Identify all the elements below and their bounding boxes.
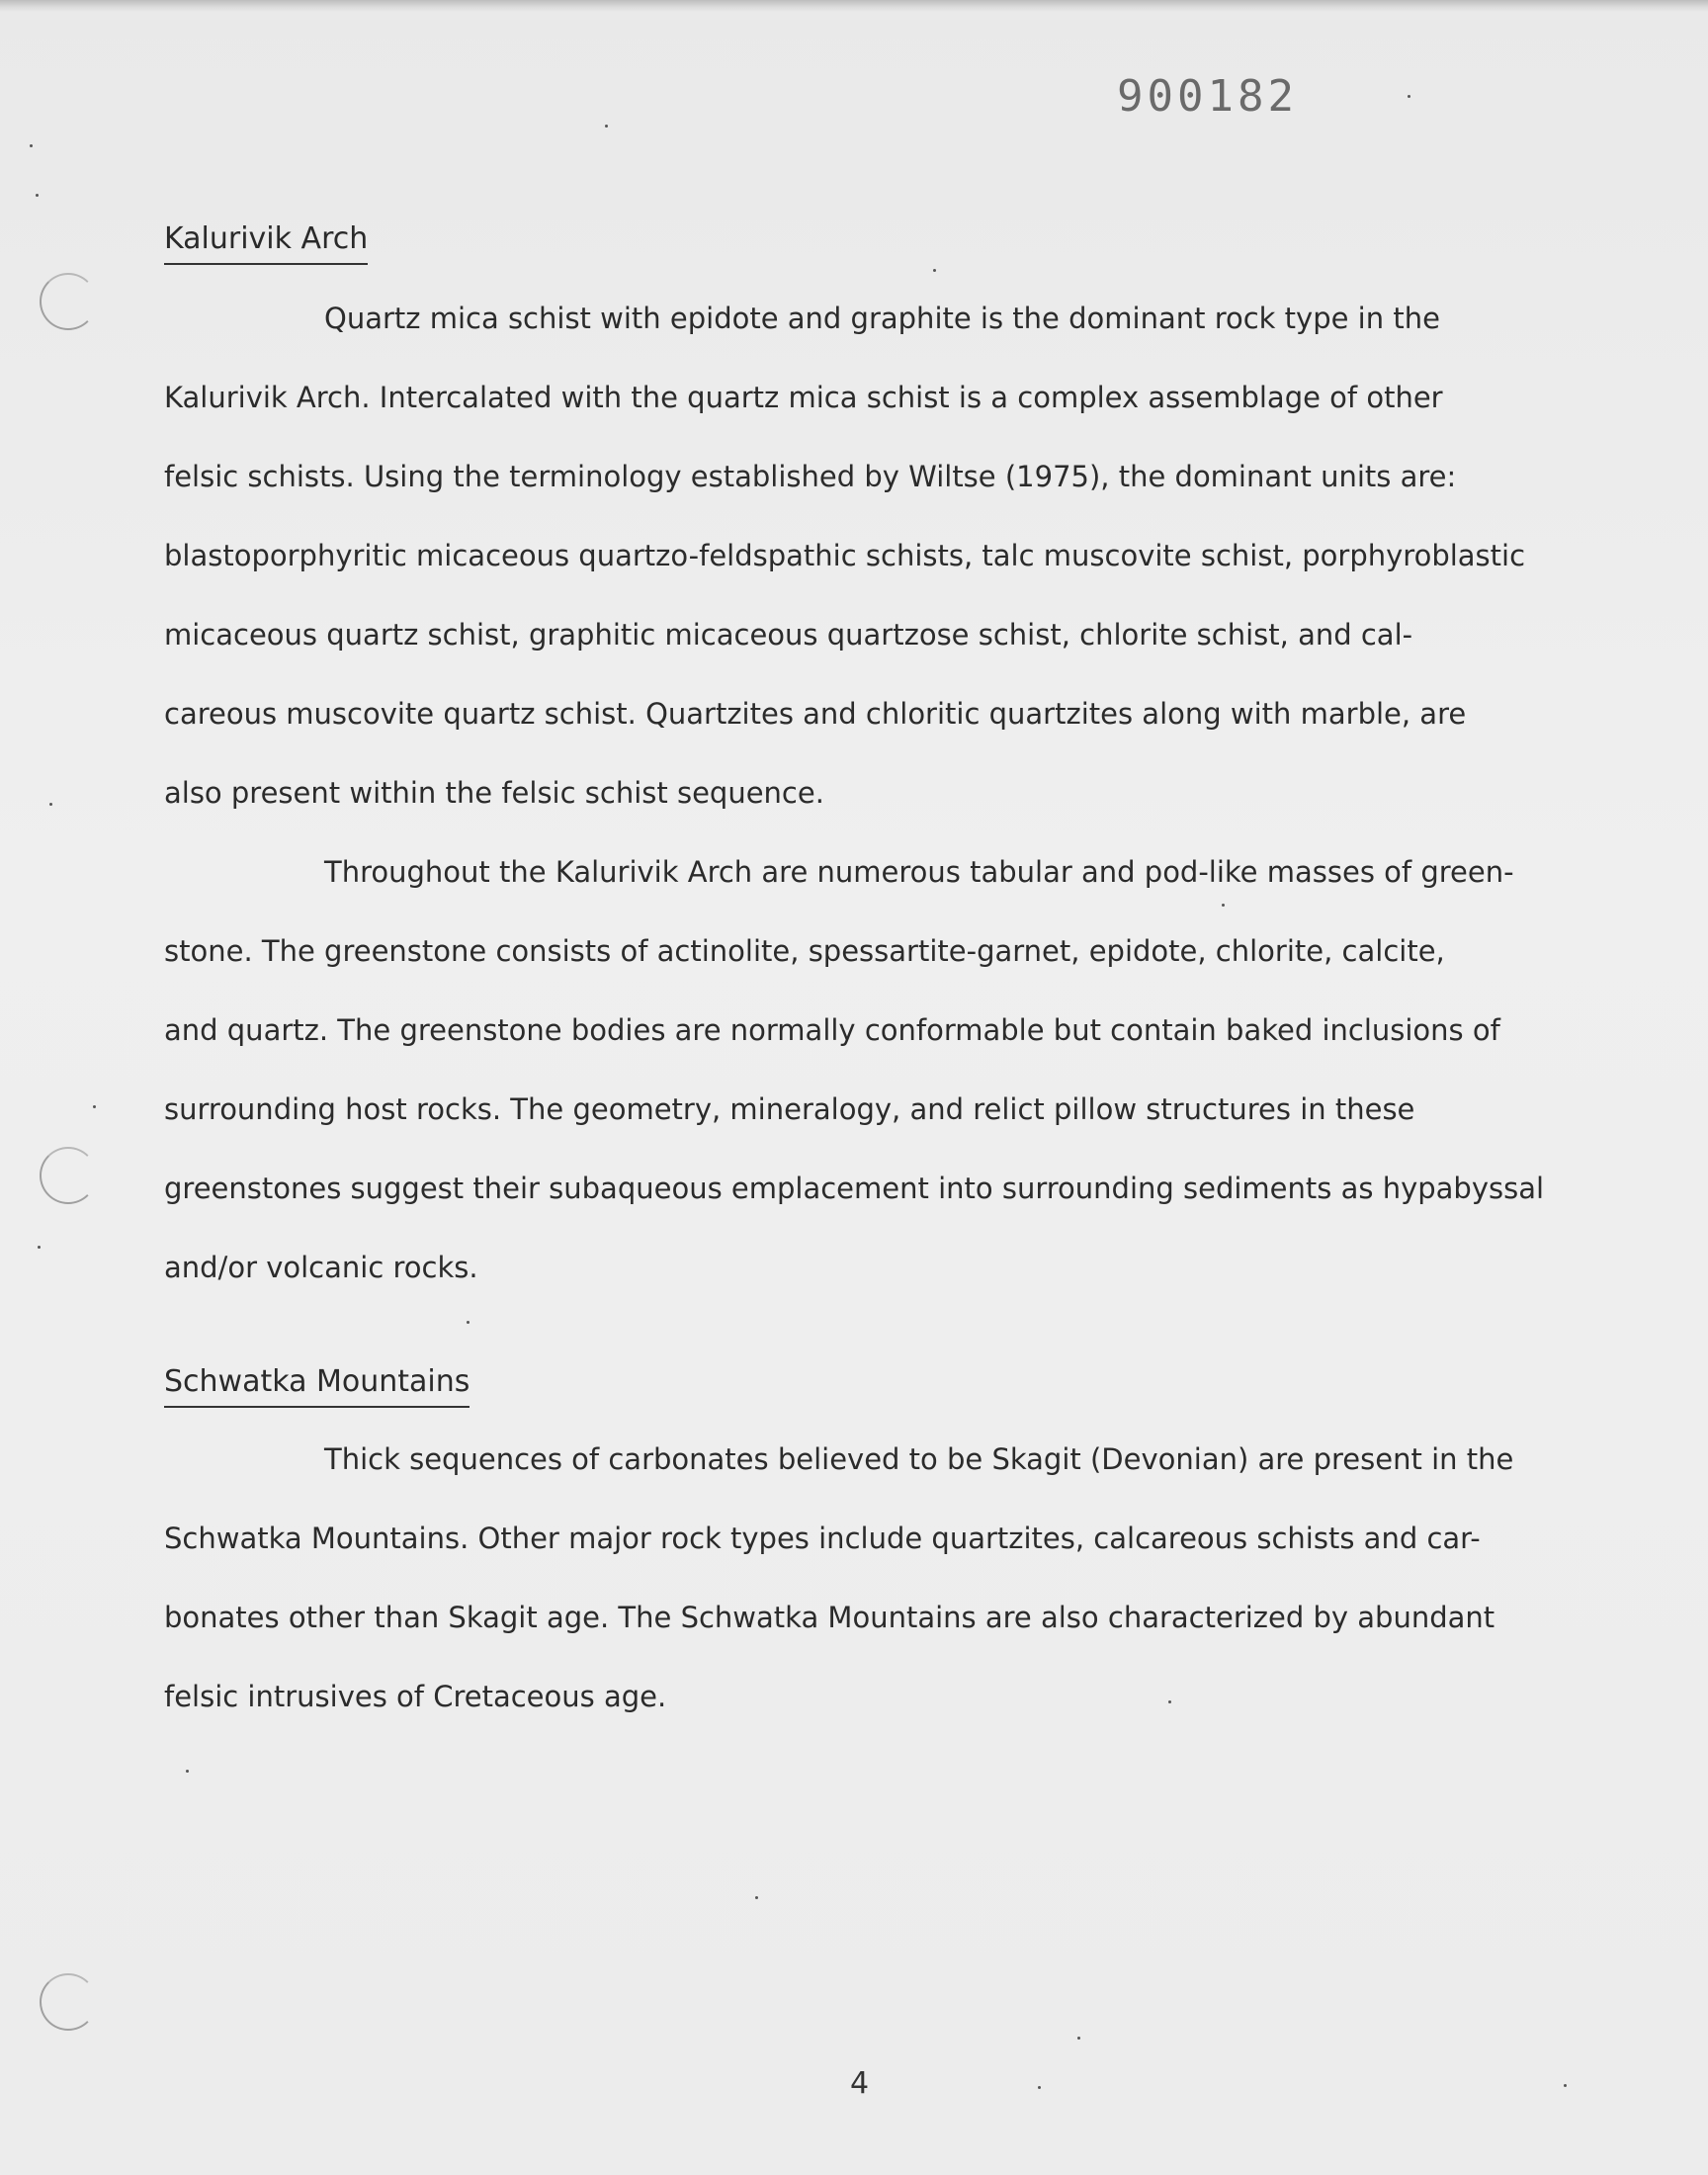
text-line: bonates other than Skagit age. The Schwatka Mountains are also characterized by abundant: [164, 1601, 1495, 1634]
text-line: greenstones suggest their subaqueous emplacement into surrounding sediments as hypabyssal: [164, 1172, 1545, 1205]
punch-hole-middle: [40, 1147, 97, 1204]
punch-hole-bottom: [40, 1973, 97, 2031]
text-line: blastoporphyritic micaceous quartzo-feldspathic schists, talc muscovite schist, porphyroblastic: [164, 539, 1526, 572]
scan-speck: [755, 1896, 758, 1899]
scan-speck: [1168, 1700, 1171, 1703]
scan-speck: [467, 1321, 470, 1324]
text-line: Schwatka Mountains. Other major rock types include quartzites, calcareous schists and car-: [164, 1522, 1481, 1555]
scan-speck: [186, 1770, 189, 1773]
text-line: Throughout the Kalurivik Arch are numerous tabular and pod-like masses of green-: [324, 855, 1514, 889]
text-line: Quartz mica schist with epidote and graphite is the dominant rock type in the: [324, 302, 1440, 335]
text-line: also present within the felsic schist sequence.: [164, 776, 824, 810]
document-stamp-number: 900182: [1117, 71, 1298, 122]
page-number: 4: [850, 2066, 870, 2101]
section-heading-schwatka-mountains: Schwatka Mountains: [164, 1362, 470, 1408]
scan-speck: [36, 194, 39, 197]
text-line: Thick sequences of carbonates believed to be Skagit (Devonian) are present in the: [324, 1442, 1514, 1476]
scan-speck: [38, 1246, 41, 1249]
scan-speck: [30, 144, 33, 147]
scan-speck: [933, 269, 936, 272]
text-line: Kalurivik Arch. Intercalated with the quartz mica schist is a complex assemblage of other: [164, 381, 1443, 414]
text-line: careous muscovite quartz schist. Quartzites and chloritic quartzites along with marble, are: [164, 697, 1467, 731]
text-line: micaceous quartz schist, graphitic micaceous quartzose schist, chlorite schist, and cal-: [164, 618, 1413, 652]
scan-speck: [93, 1105, 96, 1108]
text-line: felsic schists. Using the terminology established by Wiltse (1975), the dominant units are:: [164, 460, 1457, 493]
paragraph-kalurivik-1: [164, 279, 1548, 832]
scan-speck: [1408, 95, 1410, 98]
scan-speck: [49, 803, 52, 806]
paragraph-kalurivik-2: [164, 832, 1548, 1307]
scan-speck: [605, 125, 608, 128]
scan-speck: [1222, 904, 1225, 907]
section-heading-kalurivik-arch: Kalurivik Arch: [164, 219, 368, 265]
punch-hole-top: [40, 273, 97, 330]
scan-speck: [1564, 2084, 1567, 2087]
text-line: felsic intrusives of Cretaceous age.: [164, 1680, 667, 1713]
text-line: and/or volcanic rocks.: [164, 1251, 478, 1284]
scan-speck: [1038, 2086, 1041, 2089]
text-line: and quartz. The greenstone bodies are normally conformable but contain baked inclusions of: [164, 1013, 1500, 1047]
scan-top-edge: [0, 0, 1708, 12]
scan-speck: [1077, 2037, 1080, 2040]
text-line: stone. The greenstone consists of actinolite, spessartite-garnet, epidote, chlorite, calcite,: [164, 934, 1445, 968]
text-line: surrounding host rocks. The geometry, mineralogy, and relict pillow structures in these: [164, 1092, 1415, 1126]
paragraph-schwatka-1: [164, 1420, 1548, 1736]
